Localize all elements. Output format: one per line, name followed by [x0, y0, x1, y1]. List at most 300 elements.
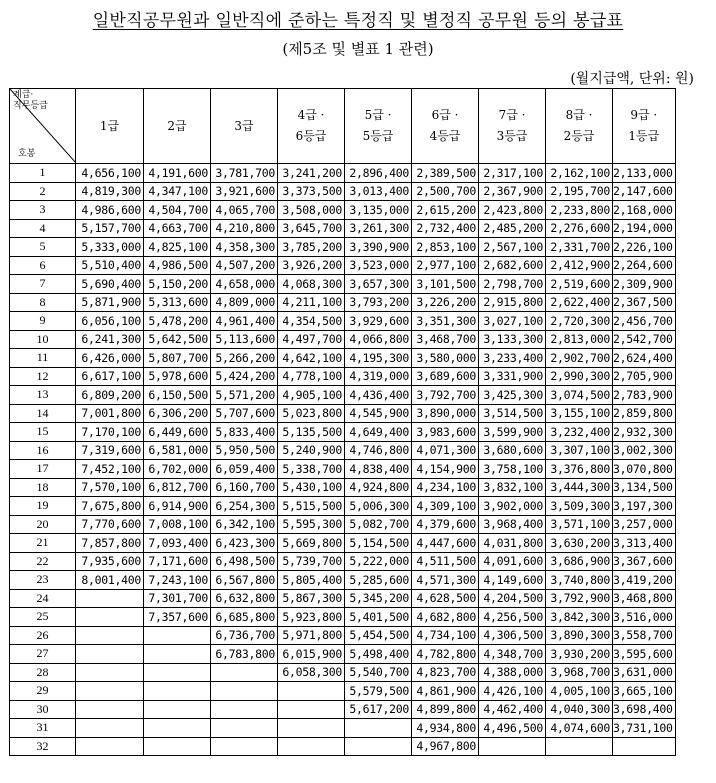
- salary-cell: 2,194,000: [613, 219, 676, 238]
- salary-cell: 4,967,800: [412, 737, 479, 756]
- salary-cell: [144, 682, 211, 701]
- salary-cell: 4,447,600: [412, 534, 479, 553]
- step-cell: 21: [10, 534, 76, 553]
- salary-cell: [613, 737, 676, 756]
- salary-cell: [211, 719, 278, 738]
- salary-cell: 6,254,300: [211, 497, 278, 516]
- salary-cell: [76, 663, 144, 682]
- salary-cell: 2,853,100: [412, 238, 479, 257]
- salary-cell: 3,792,700: [412, 386, 479, 405]
- salary-cell: 7,008,100: [144, 515, 211, 534]
- salary-cell: 3,226,200: [412, 293, 479, 312]
- salary-cell: 6,160,700: [211, 478, 278, 497]
- salary-cell: 2,615,200: [412, 201, 479, 220]
- salary-cell: 4,682,800: [412, 608, 479, 627]
- salary-cell: 3,686,900: [546, 552, 613, 571]
- salary-cell: 6,306,200: [144, 404, 211, 423]
- salary-cell: 6,581,000: [144, 441, 211, 460]
- salary-cell: 4,778,100: [278, 367, 345, 386]
- salary-cell: [144, 719, 211, 738]
- salary-cell: 3,558,700: [613, 626, 676, 645]
- step-cell: 11: [10, 349, 76, 368]
- salary-cell: 2,317,100: [479, 164, 546, 183]
- salary-cell: 4,347,100: [144, 182, 211, 201]
- salary-cell: 3,155,100: [546, 404, 613, 423]
- column-header: 4급 · 6등급: [278, 89, 345, 164]
- salary-cell: 5,240,900: [278, 441, 345, 460]
- salary-cell: 2,133,000: [613, 164, 676, 183]
- salary-cell: 3,135,000: [345, 201, 412, 220]
- salary-cell: [345, 719, 412, 738]
- salary-cell: 5,338,700: [278, 460, 345, 479]
- salary-cell: 7,357,600: [144, 608, 211, 627]
- salary-cell: 3,599,900: [479, 423, 546, 442]
- step-cell: 7: [10, 275, 76, 294]
- salary-cell: 7,170,100: [76, 423, 144, 442]
- salary-cell: 4,924,800: [345, 478, 412, 497]
- salary-cell: [76, 645, 144, 664]
- table-row: [10, 293, 676, 312]
- corner-header-cell: [10, 89, 76, 164]
- table-body: [10, 164, 676, 756]
- salary-cell: 3,241,200: [278, 164, 345, 183]
- table-row: [10, 515, 676, 534]
- table-row: [10, 478, 676, 497]
- salary-cell: 3,930,200: [546, 645, 613, 664]
- salary-cell: 2,367,900: [479, 182, 546, 201]
- salary-cell: 3,657,300: [345, 275, 412, 294]
- salary-cell: 2,412,900: [546, 256, 613, 275]
- table-row: [10, 238, 676, 257]
- salary-cell: 4,861,900: [412, 682, 479, 701]
- salary-cell: 6,812,700: [144, 478, 211, 497]
- salary-cell: 6,736,700: [211, 626, 278, 645]
- salary-cell: 5,579,500: [345, 682, 412, 701]
- salary-cell: 7,001,800: [76, 404, 144, 423]
- salary-cell: 4,256,500: [479, 608, 546, 627]
- salary-cell: 3,645,700: [278, 219, 345, 238]
- salary-cell: 5,617,200: [345, 700, 412, 719]
- salary-cell: 4,379,600: [412, 515, 479, 534]
- salary-cell: 5,807,700: [144, 349, 211, 368]
- salary-cell: 3,758,100: [479, 460, 546, 479]
- salary-cell: 4,819,300: [76, 182, 144, 201]
- salary-cell: 5,867,300: [278, 589, 345, 608]
- column-header: 8급 · 2등급: [546, 89, 613, 164]
- salary-cell: 3,731,100: [613, 719, 676, 738]
- salary-cell: [278, 700, 345, 719]
- salary-cell: 5,805,400: [278, 571, 345, 590]
- corner-label-grade: 계급· 직무등급: [13, 90, 48, 111]
- salary-cell: 8,001,400: [76, 571, 144, 590]
- salary-cell: 6,449,600: [144, 423, 211, 442]
- salary-cell: 2,276,600: [546, 219, 613, 238]
- salary-cell: 5,515,500: [278, 497, 345, 516]
- salary-cell: 4,658,000: [211, 275, 278, 294]
- salary-cell: 6,241,300: [76, 330, 144, 349]
- salary-cell: 5,430,100: [278, 478, 345, 497]
- salary-cell: 4,462,400: [479, 700, 546, 719]
- salary-cell: 5,833,400: [211, 423, 278, 442]
- column-header: 3급: [211, 89, 278, 164]
- salary-cell: [479, 737, 546, 756]
- salary-cell: 4,426,100: [479, 682, 546, 701]
- table-row: [10, 608, 676, 627]
- salary-cell: 3,785,200: [278, 238, 345, 257]
- column-header: 7급 · 3등급: [479, 89, 546, 164]
- table-row: [10, 737, 676, 756]
- salary-cell: 5,135,500: [278, 423, 345, 442]
- table-row: [10, 441, 676, 460]
- salary-cell: 4,436,400: [345, 386, 412, 405]
- salary-cell: 3,890,000: [412, 404, 479, 423]
- salary-cell: 3,134,500: [613, 478, 676, 497]
- table-row: [10, 663, 676, 682]
- salary-cell: [144, 645, 211, 664]
- salary-cell: 4,154,900: [412, 460, 479, 479]
- step-cell: 18: [10, 478, 76, 497]
- salary-cell: 2,915,800: [479, 293, 546, 312]
- salary-cell: 2,798,700: [479, 275, 546, 294]
- table-row: [10, 349, 676, 368]
- salary-cell: 4,149,600: [479, 571, 546, 590]
- salary-cell: [76, 608, 144, 627]
- salary-cell: 3,468,800: [613, 589, 676, 608]
- salary-cell: 2,264,600: [613, 256, 676, 275]
- salary-cell: 2,859,800: [613, 404, 676, 423]
- salary-cell: 4,545,900: [345, 404, 412, 423]
- salary-cell: 7,675,800: [76, 497, 144, 516]
- salary-cell: 4,663,700: [144, 219, 211, 238]
- salary-cell: 4,823,700: [412, 663, 479, 682]
- salary-cell: 5,923,800: [278, 608, 345, 627]
- salary-cell: 2,682,600: [479, 256, 546, 275]
- salary-cell: 3,351,300: [412, 312, 479, 331]
- salary-cell: 4,649,400: [345, 423, 412, 442]
- salary-cell: 4,504,700: [144, 201, 211, 220]
- salary-cell: 4,191,600: [144, 164, 211, 183]
- salary-cell: [144, 700, 211, 719]
- salary-cell: [211, 663, 278, 682]
- salary-cell: 5,313,600: [144, 293, 211, 312]
- salary-cell: 6,783,800: [211, 645, 278, 664]
- salary-cell: 3,419,200: [613, 571, 676, 590]
- salary-cell: 5,285,600: [345, 571, 412, 590]
- salary-cell: [76, 589, 144, 608]
- salary-cell: 4,899,800: [412, 700, 479, 719]
- step-cell: 25: [10, 608, 76, 627]
- salary-cell: 3,027,100: [479, 312, 546, 331]
- salary-cell: 2,932,300: [613, 423, 676, 442]
- salary-cell: 4,068,300: [278, 275, 345, 294]
- salary-table: [9, 88, 676, 756]
- salary-cell: 3,902,000: [479, 497, 546, 516]
- salary-cell: 4,309,100: [412, 497, 479, 516]
- salary-cell: 3,842,300: [546, 608, 613, 627]
- table-row: [10, 626, 676, 645]
- salary-cell: 4,497,700: [278, 330, 345, 349]
- table-row: [10, 571, 676, 590]
- salary-cell: 5,424,200: [211, 367, 278, 386]
- salary-cell: 4,934,800: [412, 719, 479, 738]
- salary-cell: 5,266,200: [211, 349, 278, 368]
- salary-cell: 4,210,800: [211, 219, 278, 238]
- salary-cell: 3,509,300: [546, 497, 613, 516]
- salary-cell: [278, 719, 345, 738]
- salary-cell: 3,101,500: [412, 275, 479, 294]
- salary-cell: 2,624,400: [613, 349, 676, 368]
- salary-cell: [278, 682, 345, 701]
- salary-cell: 3,074,500: [546, 386, 613, 405]
- salary-cell: 3,070,800: [613, 460, 676, 479]
- column-header: 1급: [76, 89, 144, 164]
- salary-cell: 7,319,600: [76, 441, 144, 460]
- salary-cell: 4,986,500: [144, 256, 211, 275]
- step-cell: 31: [10, 719, 76, 738]
- salary-cell: 5,345,200: [345, 589, 412, 608]
- salary-cell: 2,389,500: [412, 164, 479, 183]
- salary-cell: 4,656,100: [76, 164, 144, 183]
- salary-cell: 5,642,500: [144, 330, 211, 349]
- salary-cell: 4,809,000: [211, 293, 278, 312]
- salary-cell: 2,162,100: [546, 164, 613, 183]
- salary-cell: 3,257,000: [613, 515, 676, 534]
- step-cell: 8: [10, 293, 76, 312]
- salary-cell: 4,507,200: [211, 256, 278, 275]
- salary-cell: 3,792,900: [546, 589, 613, 608]
- salary-cell: 3,373,500: [278, 182, 345, 201]
- salary-cell: 4,319,000: [345, 367, 412, 386]
- salary-cell: 3,595,600: [613, 645, 676, 664]
- salary-cell: 3,516,000: [613, 608, 676, 627]
- salary-cell: [76, 682, 144, 701]
- salary-cell: 5,333,000: [76, 238, 144, 257]
- salary-cell: 3,921,600: [211, 182, 278, 201]
- salary-cell: 3,968,400: [479, 515, 546, 534]
- salary-cell: 3,832,100: [479, 478, 546, 497]
- salary-cell: [144, 663, 211, 682]
- salary-cell: 6,056,100: [76, 312, 144, 331]
- salary-cell: 3,689,600: [412, 367, 479, 386]
- salary-cell: 4,031,800: [479, 534, 546, 553]
- step-cell: 20: [10, 515, 76, 534]
- salary-cell: 2,720,300: [546, 312, 613, 331]
- salary-cell: 2,233,800: [546, 201, 613, 220]
- step-cell: 27: [10, 645, 76, 664]
- salary-cell: 2,367,500: [613, 293, 676, 312]
- salary-cell: 6,702,000: [144, 460, 211, 479]
- salary-cell: 3,630,200: [546, 534, 613, 553]
- salary-cell: [76, 719, 144, 738]
- salary-cell: 5,023,800: [278, 404, 345, 423]
- salary-cell: 3,425,300: [479, 386, 546, 405]
- salary-cell: 5,978,600: [144, 367, 211, 386]
- salary-cell: 5,498,400: [345, 645, 412, 664]
- salary-cell: 7,570,100: [76, 478, 144, 497]
- salary-cell: 4,306,500: [479, 626, 546, 645]
- table-row: [10, 330, 676, 349]
- salary-cell: 4,195,300: [345, 349, 412, 368]
- salary-cell: 4,571,300: [412, 571, 479, 590]
- salary-cell: [211, 737, 278, 756]
- column-header: 6급 · 4등급: [412, 89, 479, 164]
- salary-cell: [144, 626, 211, 645]
- salary-cell: 5,113,600: [211, 330, 278, 349]
- document-title: 일반직공무원과 일반직에 준하는 특정직 및 별정직 공무원 등의 봉급표: [92, 11, 624, 31]
- table-row: [10, 534, 676, 553]
- table-row: [10, 164, 676, 183]
- column-header: 2급: [144, 89, 211, 164]
- table-row: [10, 404, 676, 423]
- salary-cell: 4,961,400: [211, 312, 278, 331]
- step-cell: 29: [10, 682, 76, 701]
- salary-cell: 3,580,000: [412, 349, 479, 368]
- salary-cell: 4,354,500: [278, 312, 345, 331]
- table-row: [10, 589, 676, 608]
- salary-cell: 5,971,800: [278, 626, 345, 645]
- step-cell: 9: [10, 312, 76, 331]
- salary-cell: 5,401,500: [345, 608, 412, 627]
- salary-cell: 6,015,900: [278, 645, 345, 664]
- salary-cell: 2,168,000: [613, 201, 676, 220]
- salary-cell: 3,367,600: [613, 552, 676, 571]
- step-cell: 17: [10, 460, 76, 479]
- table-row: [10, 423, 676, 442]
- step-cell: 14: [10, 404, 76, 423]
- salary-cell: 6,914,900: [144, 497, 211, 516]
- salary-cell: 3,444,300: [546, 478, 613, 497]
- table-row: [10, 275, 676, 294]
- step-cell: 22: [10, 552, 76, 571]
- salary-cell: 4,746,800: [345, 441, 412, 460]
- salary-cell: 5,707,600: [211, 404, 278, 423]
- salary-cell: 5,150,200: [144, 275, 211, 294]
- step-cell: 1: [10, 164, 76, 183]
- salary-cell: 4,905,100: [278, 386, 345, 405]
- salary-cell: 2,902,700: [546, 349, 613, 368]
- table-row: [10, 645, 676, 664]
- salary-cell: 4,782,800: [412, 645, 479, 664]
- salary-cell: 3,232,400: [546, 423, 613, 442]
- salary-cell: 3,313,400: [613, 534, 676, 553]
- salary-cell: 5,454,500: [345, 626, 412, 645]
- salary-cell: 3,926,200: [278, 256, 345, 275]
- salary-cell: 2,896,400: [345, 164, 412, 183]
- salary-cell: 5,222,000: [345, 552, 412, 571]
- salary-cell: 7,452,100: [76, 460, 144, 479]
- salary-cell: 5,510,400: [76, 256, 144, 275]
- salary-cell: 4,091,600: [479, 552, 546, 571]
- table-row: [10, 497, 676, 516]
- salary-cell: 3,740,800: [546, 571, 613, 590]
- salary-cell: 6,685,800: [211, 608, 278, 627]
- unit-note: (월지급액, 단위: 원): [570, 71, 694, 87]
- salary-cell: 6,342,100: [211, 515, 278, 534]
- step-cell: 6: [10, 256, 76, 275]
- salary-cell: 5,154,500: [345, 534, 412, 553]
- salary-cell: 3,665,100: [613, 682, 676, 701]
- salary-cell: 3,631,000: [613, 663, 676, 682]
- salary-cell: 5,571,200: [211, 386, 278, 405]
- salary-cell: 4,388,000: [479, 663, 546, 682]
- salary-cell: 3,331,900: [479, 367, 546, 386]
- salary-cell: 4,234,100: [412, 478, 479, 497]
- salary-cell: 3,781,700: [211, 164, 278, 183]
- salary-cell: 7,770,600: [76, 515, 144, 534]
- table-row: [10, 182, 676, 201]
- salary-cell: 2,705,900: [613, 367, 676, 386]
- salary-cell: 3,197,300: [613, 497, 676, 516]
- salary-cell: 3,890,300: [546, 626, 613, 645]
- salary-cell: 4,358,300: [211, 238, 278, 257]
- salary-cell: 5,478,200: [144, 312, 211, 331]
- step-cell: 12: [10, 367, 76, 386]
- salary-cell: 3,508,000: [278, 201, 345, 220]
- table-row: [10, 201, 676, 220]
- salary-cell: 2,485,200: [479, 219, 546, 238]
- salary-cell: [76, 737, 144, 756]
- corner-label-step: 호봉: [18, 149, 36, 159]
- column-header: 9급 · 1등급: [613, 89, 676, 164]
- salary-cell: [546, 737, 613, 756]
- salary-cell: 2,783,900: [613, 386, 676, 405]
- salary-cell: 4,642,100: [278, 349, 345, 368]
- table-row: [10, 682, 676, 701]
- salary-cell: 4,204,500: [479, 589, 546, 608]
- salary-cell: 7,243,100: [144, 571, 211, 590]
- salary-cell: [278, 737, 345, 756]
- salary-cell: 6,617,100: [76, 367, 144, 386]
- salary-cell: 5,595,300: [278, 515, 345, 534]
- salary-cell: 7,093,400: [144, 534, 211, 553]
- salary-cell: [144, 737, 211, 756]
- salary-cell: 4,071,300: [412, 441, 479, 460]
- salary-cell: 4,040,300: [546, 700, 613, 719]
- salary-cell: 5,739,700: [278, 552, 345, 571]
- salary-cell: 3,013,400: [345, 182, 412, 201]
- salary-cell: 4,986,600: [76, 201, 144, 220]
- salary-cell: [345, 737, 412, 756]
- salary-cell: 3,698,400: [613, 700, 676, 719]
- salary-cell: 3,523,000: [345, 256, 412, 275]
- salary-cell: 2,423,800: [479, 201, 546, 220]
- salary-cell: 5,950,500: [211, 441, 278, 460]
- salary-cell: 4,211,100: [278, 293, 345, 312]
- salary-cell: 3,514,500: [479, 404, 546, 423]
- salary-cell: 3,983,600: [412, 423, 479, 442]
- salary-cell: 2,456,700: [613, 312, 676, 331]
- salary-cell: 2,567,100: [479, 238, 546, 257]
- salary-cell: 3,307,100: [546, 441, 613, 460]
- salary-cell: 7,935,600: [76, 552, 144, 571]
- salary-cell: 3,261,300: [345, 219, 412, 238]
- salary-cell: 2,147,600: [613, 182, 676, 201]
- salary-cell: [211, 700, 278, 719]
- salary-cell: 5,082,700: [345, 515, 412, 534]
- salary-cell: 7,857,800: [76, 534, 144, 553]
- salary-cell: 4,074,600: [546, 719, 613, 738]
- step-cell: 26: [10, 626, 76, 645]
- salary-cell: 4,734,100: [412, 626, 479, 645]
- salary-cell: 3,468,700: [412, 330, 479, 349]
- table-row: [10, 719, 676, 738]
- table-row: [10, 460, 676, 479]
- salary-cell: 6,059,400: [211, 460, 278, 479]
- step-cell: 24: [10, 589, 76, 608]
- salary-cell: 5,690,400: [76, 275, 144, 294]
- step-cell: 32: [10, 737, 76, 756]
- salary-cell: 2,500,700: [412, 182, 479, 201]
